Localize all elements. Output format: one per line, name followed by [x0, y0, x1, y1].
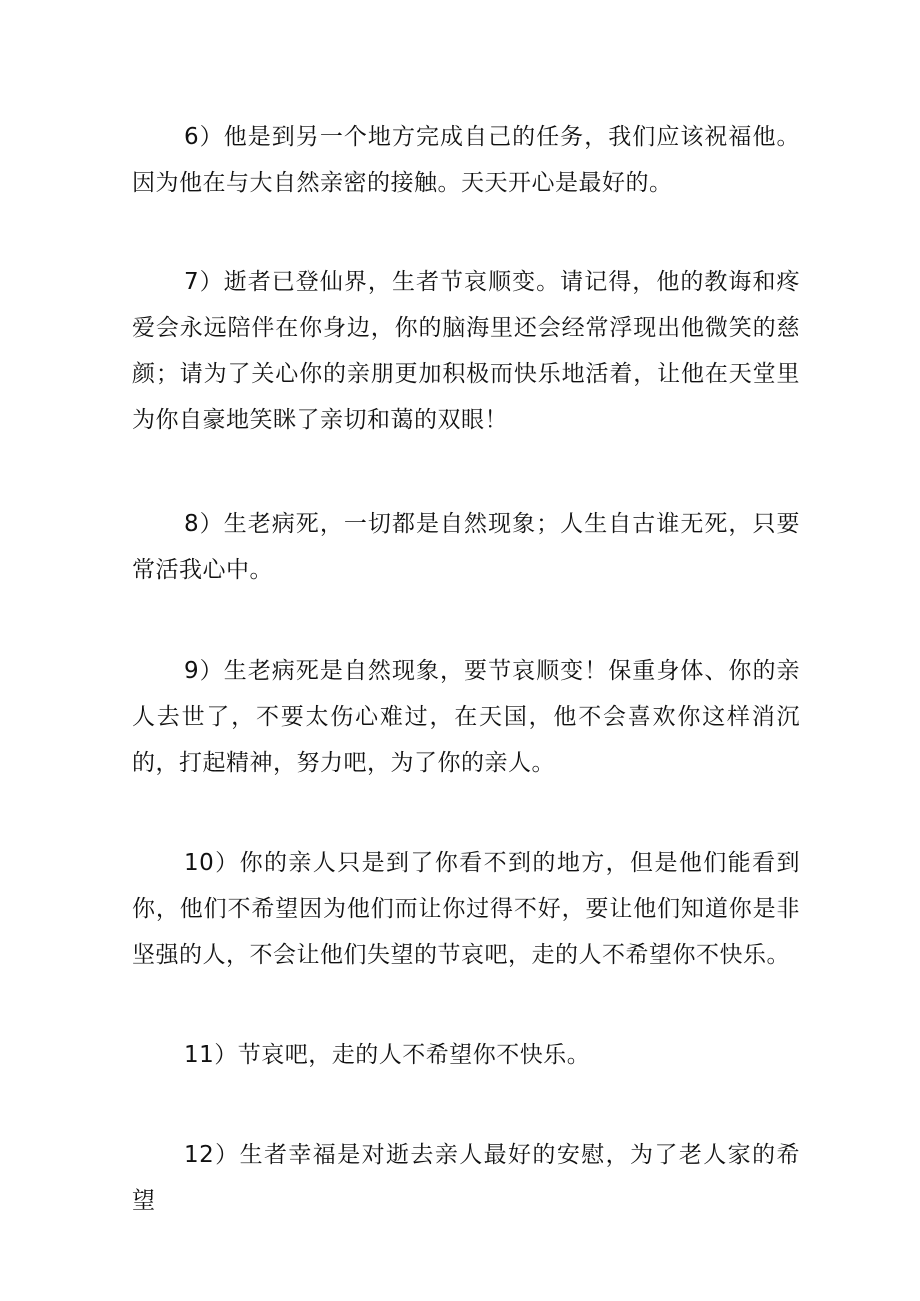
paragraph-8: 8）生老病死，一切都是自然现象；人生自古谁无死，只要常活我心中。 — [132, 511, 800, 583]
paragraph-12: 12）生者幸福是对逝去亲人最好的安慰，为了老人家的希望 — [132, 1142, 800, 1214]
paragraph-10: 10）你的亲人只是到了你看不到的地方，但是他们能看到你，他们不希望因为他们而让你过得不好，要让他们知道你是非坚强的人，不会让他们失望的节哀吧，走的人不希望你不快乐。 — [132, 850, 800, 968]
paragraph-7: 7）逝者已登仙界，生者节哀顺变。请记得，他的教诲和疼爱会永远陪伴在你身边，你的脑海里还会经常浮现出他微笑的慈颜；请为了关心你的亲朋更加积极而快乐地活着，让他在天堂里为你自豪地笑眯了亲切和蔼的双眼！ — [132, 269, 800, 433]
paragraph-11: 11）节哀吧，走的人不希望你不快乐。 — [184, 1042, 591, 1068]
paragraph-9: 9）生老病死是自然现象，要节哀顺变！保重身体、你的亲人去世了，不要太伤心难过，在天国，他不会喜欢你这样消沉的，打起精神，努力吧，为了你的亲人。 — [132, 658, 800, 776]
paragraph-6: 6）他是到另一个地方完成自己的任务，我们应该祝福他。因为他在与大自然亲密的接触。天天开心是最好的。 — [132, 124, 800, 196]
